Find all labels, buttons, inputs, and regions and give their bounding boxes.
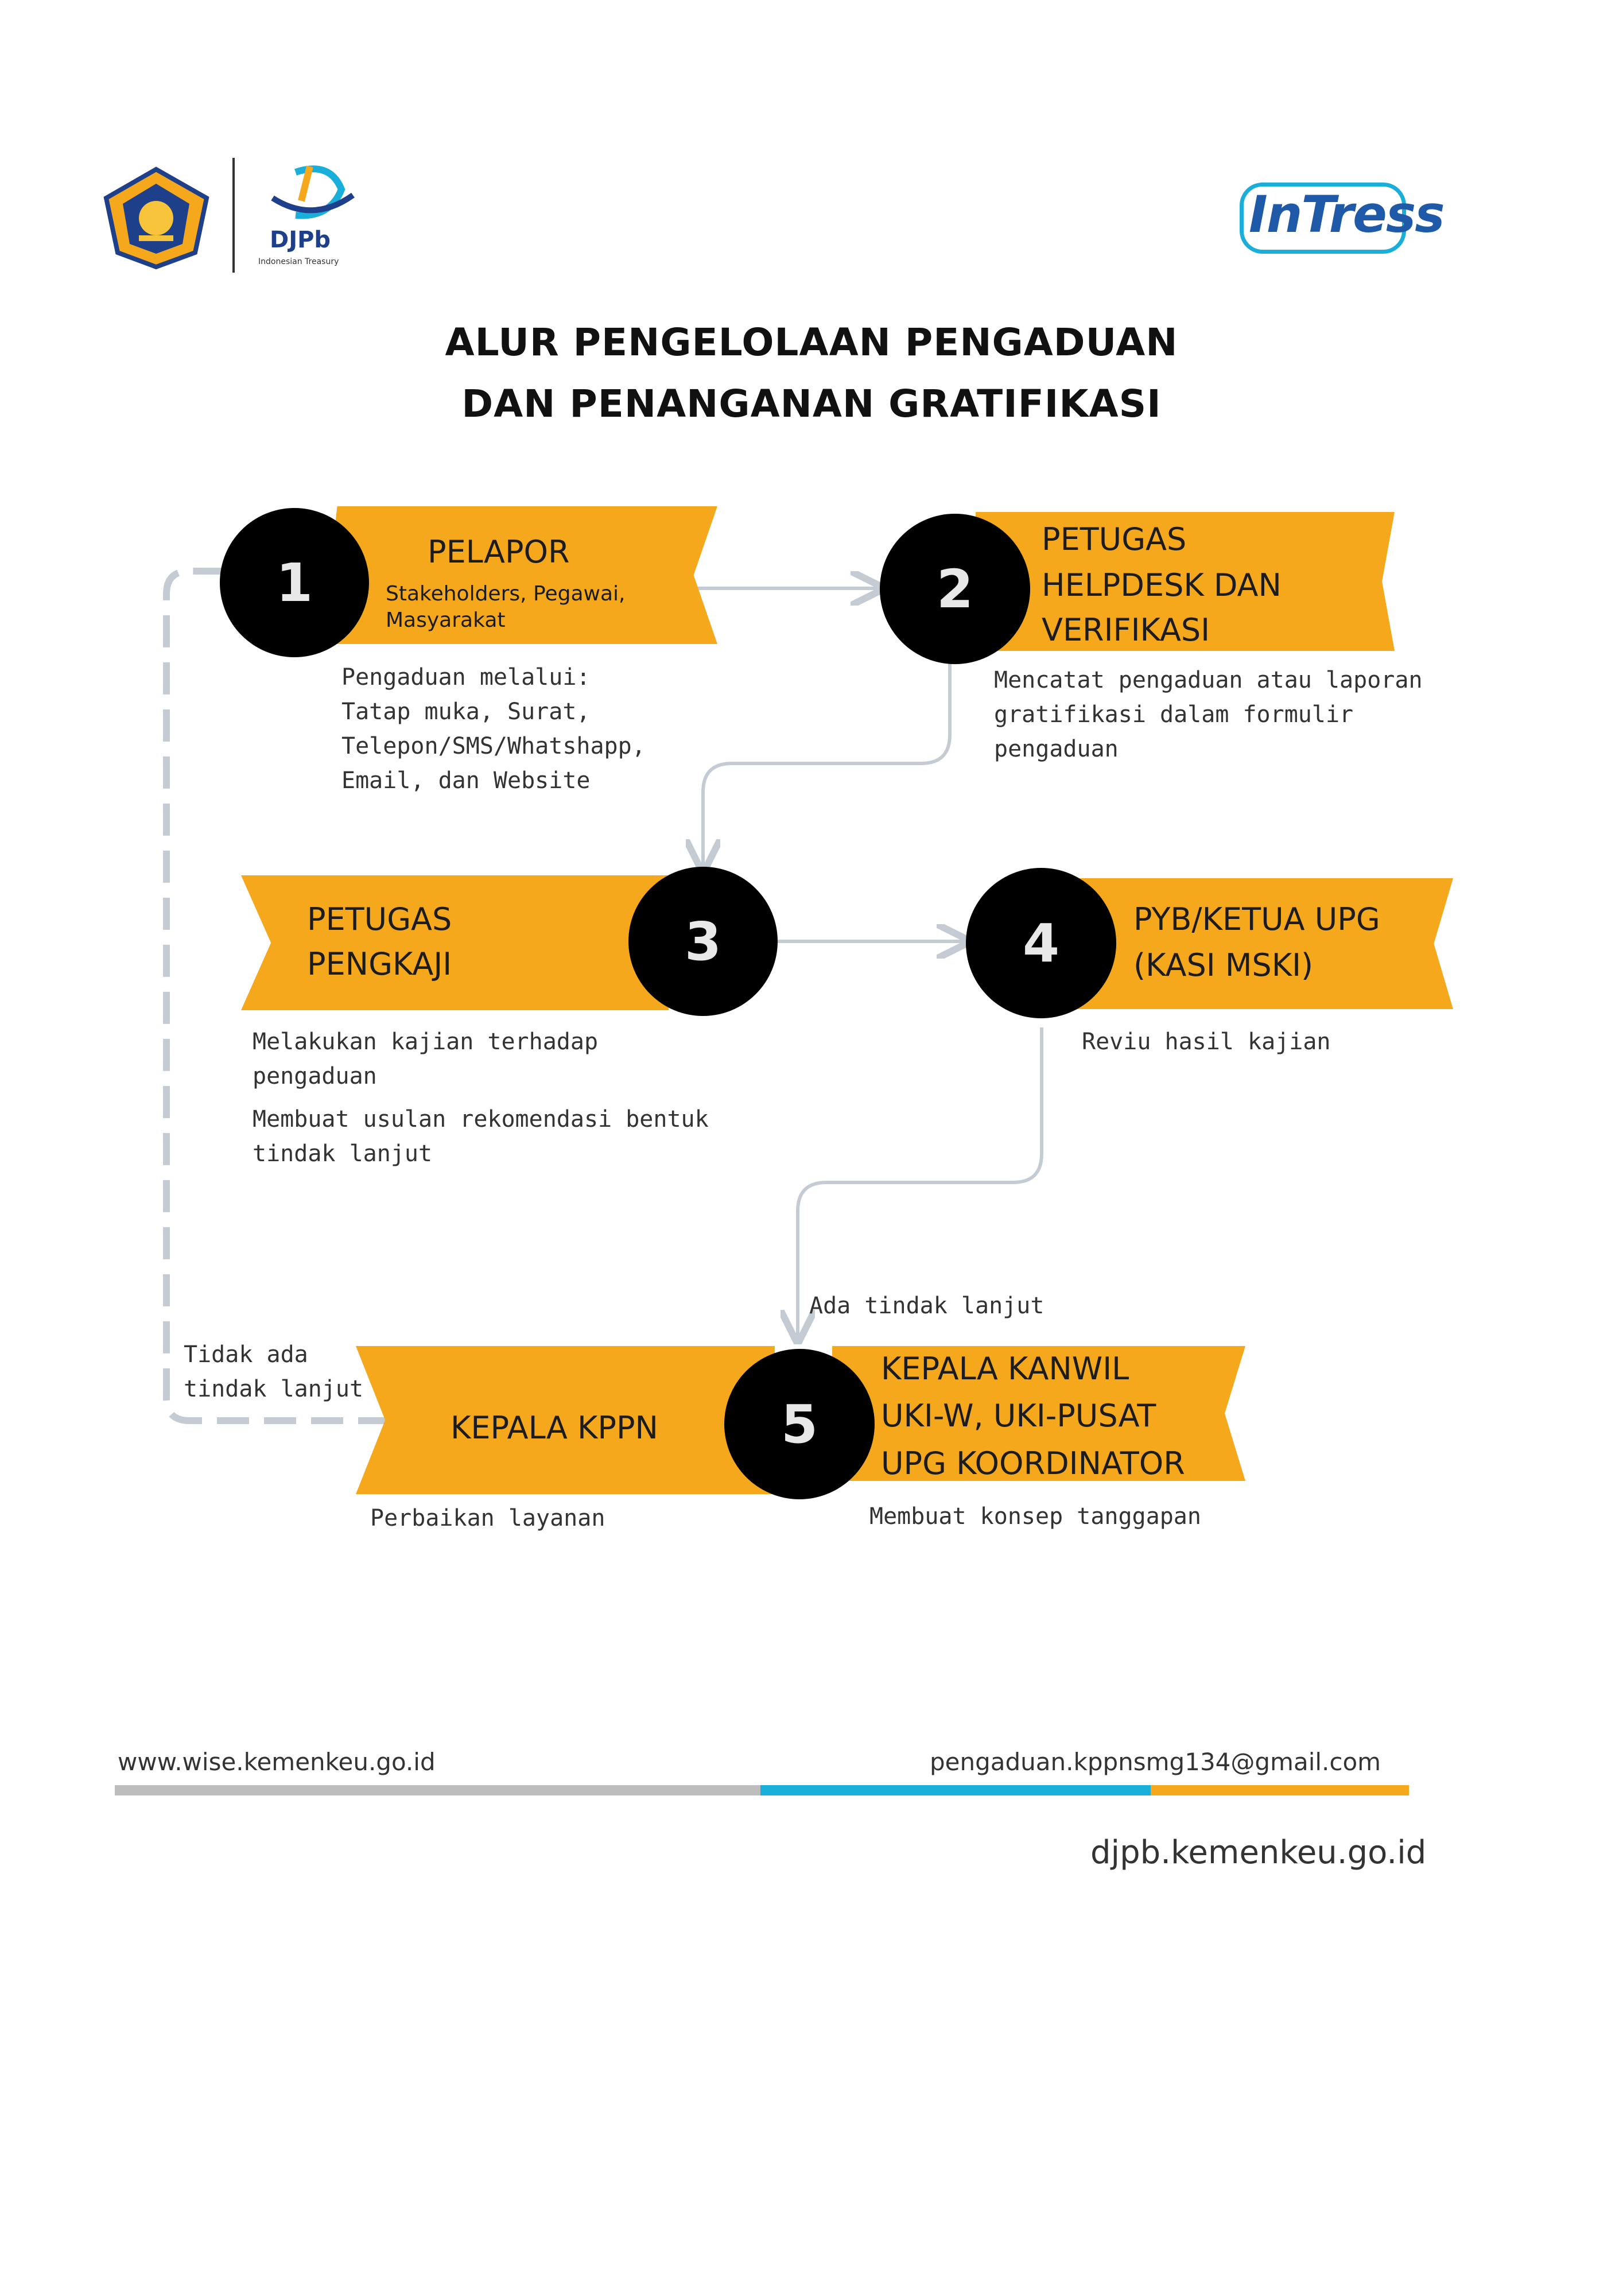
step4-label-line2: (KASI MSKI) (1133, 947, 1314, 983)
branch-no-label: Tidak ada tindak lanjut (184, 1341, 364, 1402)
step1-label: PELAPOR (428, 534, 570, 570)
step3-desc2: Membuat usulan rekomendasi bentuk tindak lanjut (253, 1106, 709, 1167)
step2-label-line2: HELPDESK DAN (1042, 567, 1282, 603)
footer-site-link[interactable]: djpb.kemenkeu.go.id (1090, 1834, 1427, 1871)
step4-number: 4 (966, 868, 1116, 1018)
step2-desc: Mencatat pengaduan atau laporan gratifikasi dalam formulir pengaduan (994, 667, 1423, 762)
footer-bar-yellow (1151, 1785, 1409, 1795)
page-title-line1: ALUR PENGELOLAAN PENGADUAN (445, 320, 1178, 364)
step2-label-line3: VERIFIKASI (1042, 612, 1210, 648)
intress-logo-text: InTress (1249, 185, 1444, 244)
step5-left-desc: Perbaikan layanan (370, 1505, 605, 1531)
logo-divider (232, 158, 235, 273)
step1-number: 1 (220, 508, 369, 657)
step1-desc: Pengaduan melalui: Tatap muka, Surat, Telepon/SMS/Whatshapp, Email, dan Website (341, 664, 646, 794)
djpb-logo-icon (261, 161, 359, 230)
step5-right-label-line3: UPG KOORDINATOR (881, 1445, 1185, 1481)
step5-right-label-line1: KEPALA KANWIL (881, 1351, 1129, 1387)
page-title-line2: DAN PENANGANAN GRATIFIKASI (461, 382, 1162, 426)
step2-label-line1: PETUGAS (1042, 521, 1187, 557)
step5-right-desc: Membuat konsep tanggapan (869, 1503, 1201, 1530)
djpb-logo-text: DJPb (270, 227, 331, 253)
branch-yes-label: Ada tindak lanjut (809, 1293, 1045, 1319)
footer-wise-link[interactable]: www.wise.kemenkeu.go.id (118, 1748, 436, 1776)
footer-bar-blue (760, 1785, 1151, 1795)
arrow-2-to-3 (703, 660, 950, 867)
kemenkeu-logo-icon (103, 166, 209, 270)
step3-number: 3 (628, 867, 778, 1016)
footer-email-link[interactable]: pengaduan.kppnsmg134@gmail.com (930, 1748, 1381, 1776)
djpb-logo-tagline: Indonesian Treasury (258, 257, 339, 266)
step3-ribbon (241, 875, 669, 1010)
step3-label-line1: PETUGAS (307, 901, 452, 937)
step4-desc: Reviu hasil kajian (1082, 1029, 1331, 1055)
step5-right-label-line2: UKI-W, UKI-PUSAT (881, 1398, 1156, 1434)
step1-sub: Stakeholders, Pegawai, Masyarakat (386, 582, 626, 632)
step2-number: 2 (880, 514, 1030, 664)
step3-desc1: Melakukan kajian terhadap pengaduan (253, 1029, 599, 1089)
footer-bar-gray (115, 1785, 760, 1795)
step4-label-line1: PYB/KETUA UPG (1133, 901, 1380, 937)
step3-label-line2: PENGKAJI (307, 946, 452, 982)
step5-left-label: KEPALA KPPN (451, 1410, 658, 1446)
step5-number: 5 (724, 1349, 875, 1499)
